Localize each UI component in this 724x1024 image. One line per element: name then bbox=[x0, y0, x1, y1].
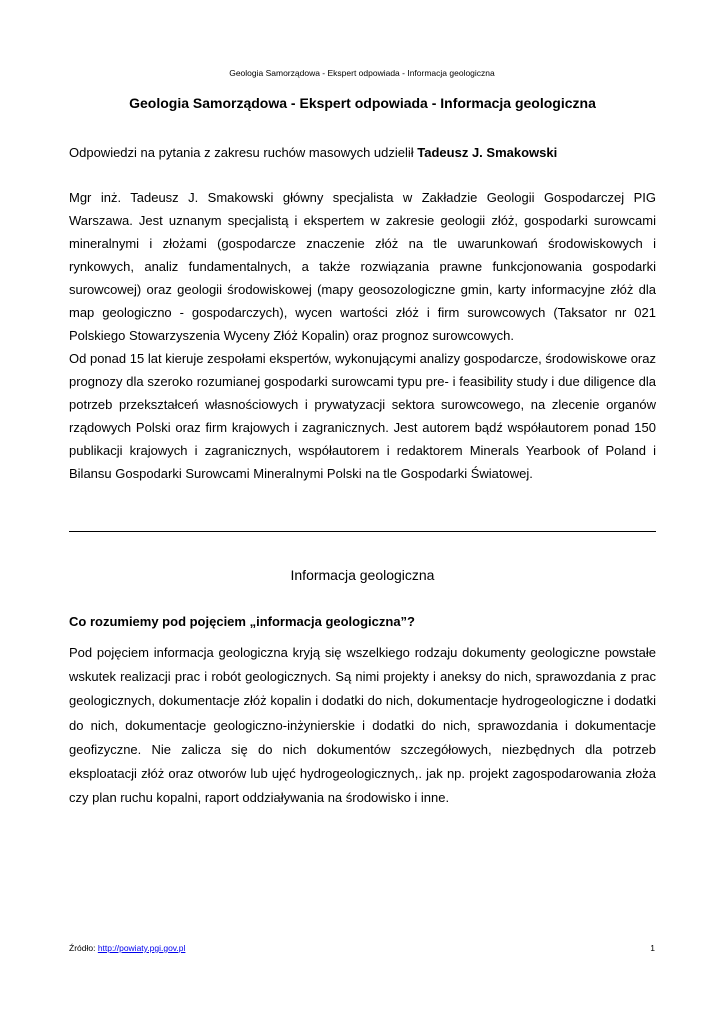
bio-paragraph-2: Od ponad 15 lat kieruje zespołami ekspertów, wykonującymi analizy gospodarcze, środowiskowe oraz prognozy dla szeroko rozumianej gospodarki surowcami typu pre- i feasibility study i due diligence dla potrzeb przekształceń własnościowych i prywatyzacji sektora surowcowego, na zlecenie organów rządowych Polski oraz firm krajowych i zagranicznych. Jest autorem bądź współautorem ponad 150 publikacji krajowych i zagranicznych, współautorem i redaktorem Minerals Yearbook of Poland i Bilansu Gospodarki Surowcami Mineralnymi Polski na tle Gospodarki Światowej. bbox=[69, 351, 656, 481]
source-link[interactable]: http://powiaty.pgi.gov.pl bbox=[97, 943, 186, 953]
bio-paragraph-1: Mgr inż. Tadeusz J. Smakowski główny specjalista w Zakładzie Geologii Gospodarczej PIG Warszawa. Jest uznanym specjalistą i ekspertem w zakresie geologii złóż, gospodarki surowcami mineralnymi i złożami (gospodarcze znaczenie złóż na tle uwarunkowań środowiskowych i rynkowych, analiz fundamentalnych, a także rozwiązania prawne funkcjonowania gospodarki surowcowej) oraz geologii środowiskowej (mapy geosozologiczne gmin, karty informacyjne złóż dla map geologiczno - gospodarczych), wycen wartości złóż i firm surowcowych (Taksator nr 021 Polskiego Stowarzyszenia Wyceny Złóż Kopalin) oraz prognoz surowcowych. bbox=[69, 190, 656, 343]
answer-paragraph: Pod pojęciem informacja geologiczna kryją się wszelkiego rodzaju dokumenty geologiczne powstałe wskutek realizacji prac i robót geologicznych. Są nimi projekty i aneksy do nich, sprawozdania z prac geologicznych, dokumentacje złóż kopalin i dodatki do nich, dokumentacje hydrogeologiczne i dodatki do nich, dokumentacje geologiczno-inżynierskie i dodatki do nich, sprawozdania i dokumentacje geofizyczne. Nie zalicza się do nich dokumentów szczegółowych, niezbędnych dla potrzeb eksploatacji złóż oraz otworów lub ujęć hydrogeologicznych,. jak np. projekt zagospodarowania złoża czy plan ruchu kopalni, raport oddziaływania na środowisko i inne. bbox=[69, 645, 656, 806]
answer-body bbox=[69, 641, 656, 810]
section-title: Informacja geologiczna bbox=[290, 567, 435, 583]
running-header: Geologia Samorządowa - Ekspert odpowiada - Informacja geologiczna bbox=[229, 68, 495, 78]
document-title: Geologia Samorządowa - Ekspert odpowiada - Informacja geologiczna bbox=[129, 95, 596, 111]
author-name: Tadeusz J. Smakowski bbox=[417, 145, 558, 160]
page-number: 1 bbox=[650, 943, 655, 953]
intro-text: Odpowiedzi na pytania z zakresu ruchów masowych udzielił bbox=[69, 145, 418, 160]
source-label: Źródło: bbox=[69, 943, 98, 953]
footer-source bbox=[69, 943, 185, 954]
question-heading: Co rozumiemy pod pojęciem „informacja geologiczna”? bbox=[69, 614, 415, 629]
author-bio bbox=[69, 186, 656, 485]
horizontal-divider bbox=[69, 531, 656, 532]
intro-line bbox=[69, 144, 669, 162]
